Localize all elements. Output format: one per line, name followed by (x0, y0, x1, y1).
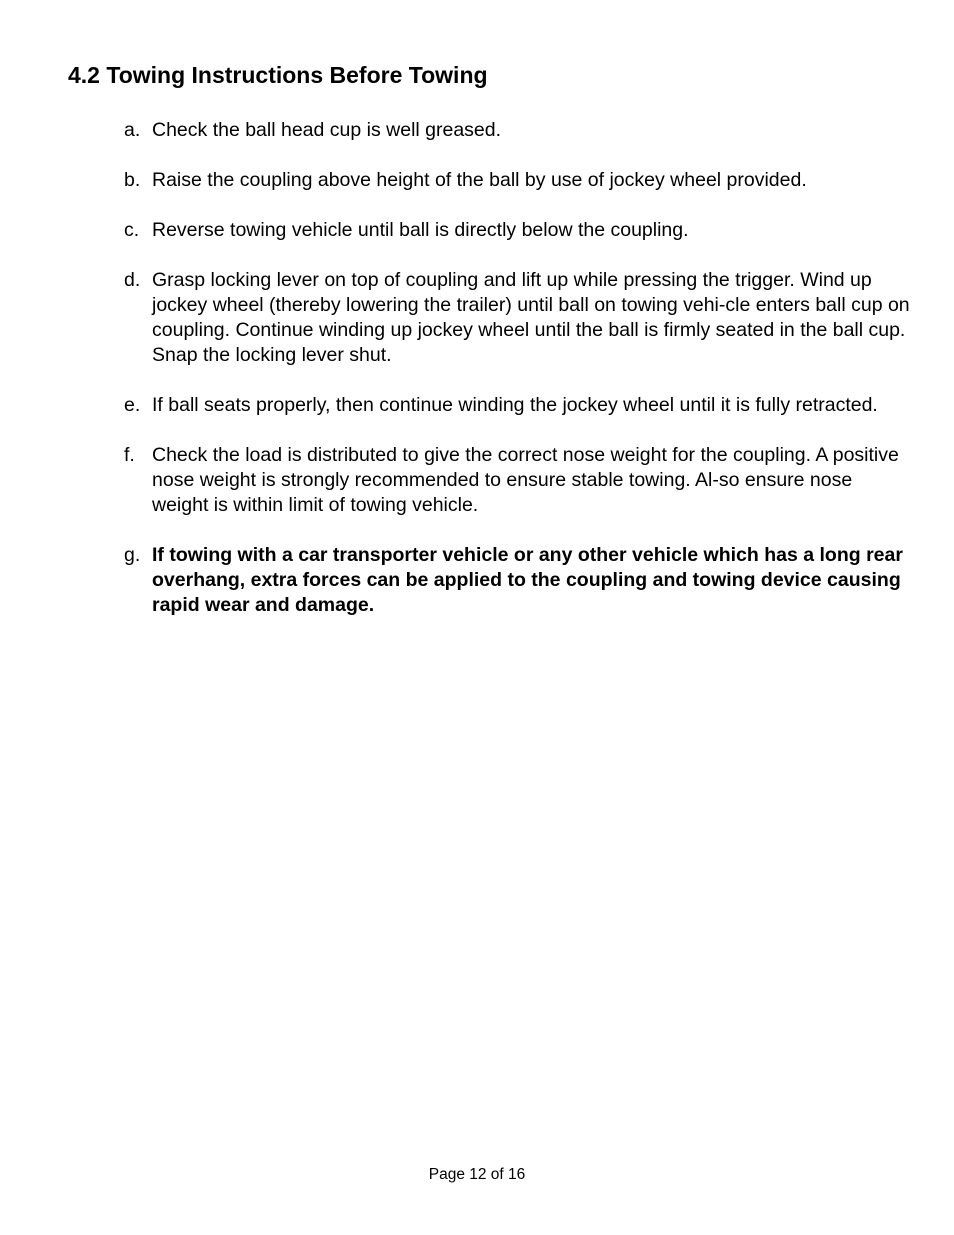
step-item-g-warning (0, 543, 912, 618)
step-text: Raise the coupling above height of the ball by use of jockey wheel provided. (152, 169, 807, 191)
step-marker: f. (124, 444, 135, 466)
step-marker: c. (124, 219, 140, 241)
step-marker: d. (124, 269, 141, 291)
step-text: Reverse towing vehicle until ball is directly below the coupling. (152, 219, 689, 241)
step-item-a (0, 118, 912, 143)
step-item-e (0, 393, 912, 418)
step-marker: g. (124, 544, 141, 566)
step-text: If ball seats properly, then continue winding the jockey wheel until it is fully retracted. (152, 394, 878, 416)
step-marker: e. (124, 394, 141, 416)
step-text: Check the ball head cup is well greased. (152, 119, 502, 141)
step-item-f (0, 443, 912, 518)
section-title: 4.2 Towing Instructions Before Towing (68, 62, 488, 88)
step-warning-text: If towing with a car transporter vehicle or any other vehicle which has a long rear overhang, extra forces can be applied to the coupling and towing device causing rapid wear and damage. (152, 544, 903, 616)
step-marker: a. (124, 119, 141, 141)
page-number-footer: Page 12 of 16 (428, 1166, 526, 1183)
step-item-b (0, 168, 912, 193)
towing-steps-list (0, 118, 954, 643)
step-item-d (0, 268, 912, 368)
step-text: Grasp locking lever on top of coupling and lift up while pressing the trigger. Wind up jockey wheel (thereby lowering the trailer) until ball on towing vehi-cle enters ball cup on coupling. Continue winding up jockey wheel until the ball is firmly seated in the ball cup. Snap the locking lever shut. (152, 269, 910, 366)
step-item-c (0, 218, 912, 243)
step-marker: b. (124, 169, 141, 191)
step-text: Check the load is distributed to give the correct nose weight for the coupling. A positive nose weight is strongly recommended to ensure stable towing. Al-so ensure nose weight is within limit of towing vehicle. (152, 444, 899, 516)
